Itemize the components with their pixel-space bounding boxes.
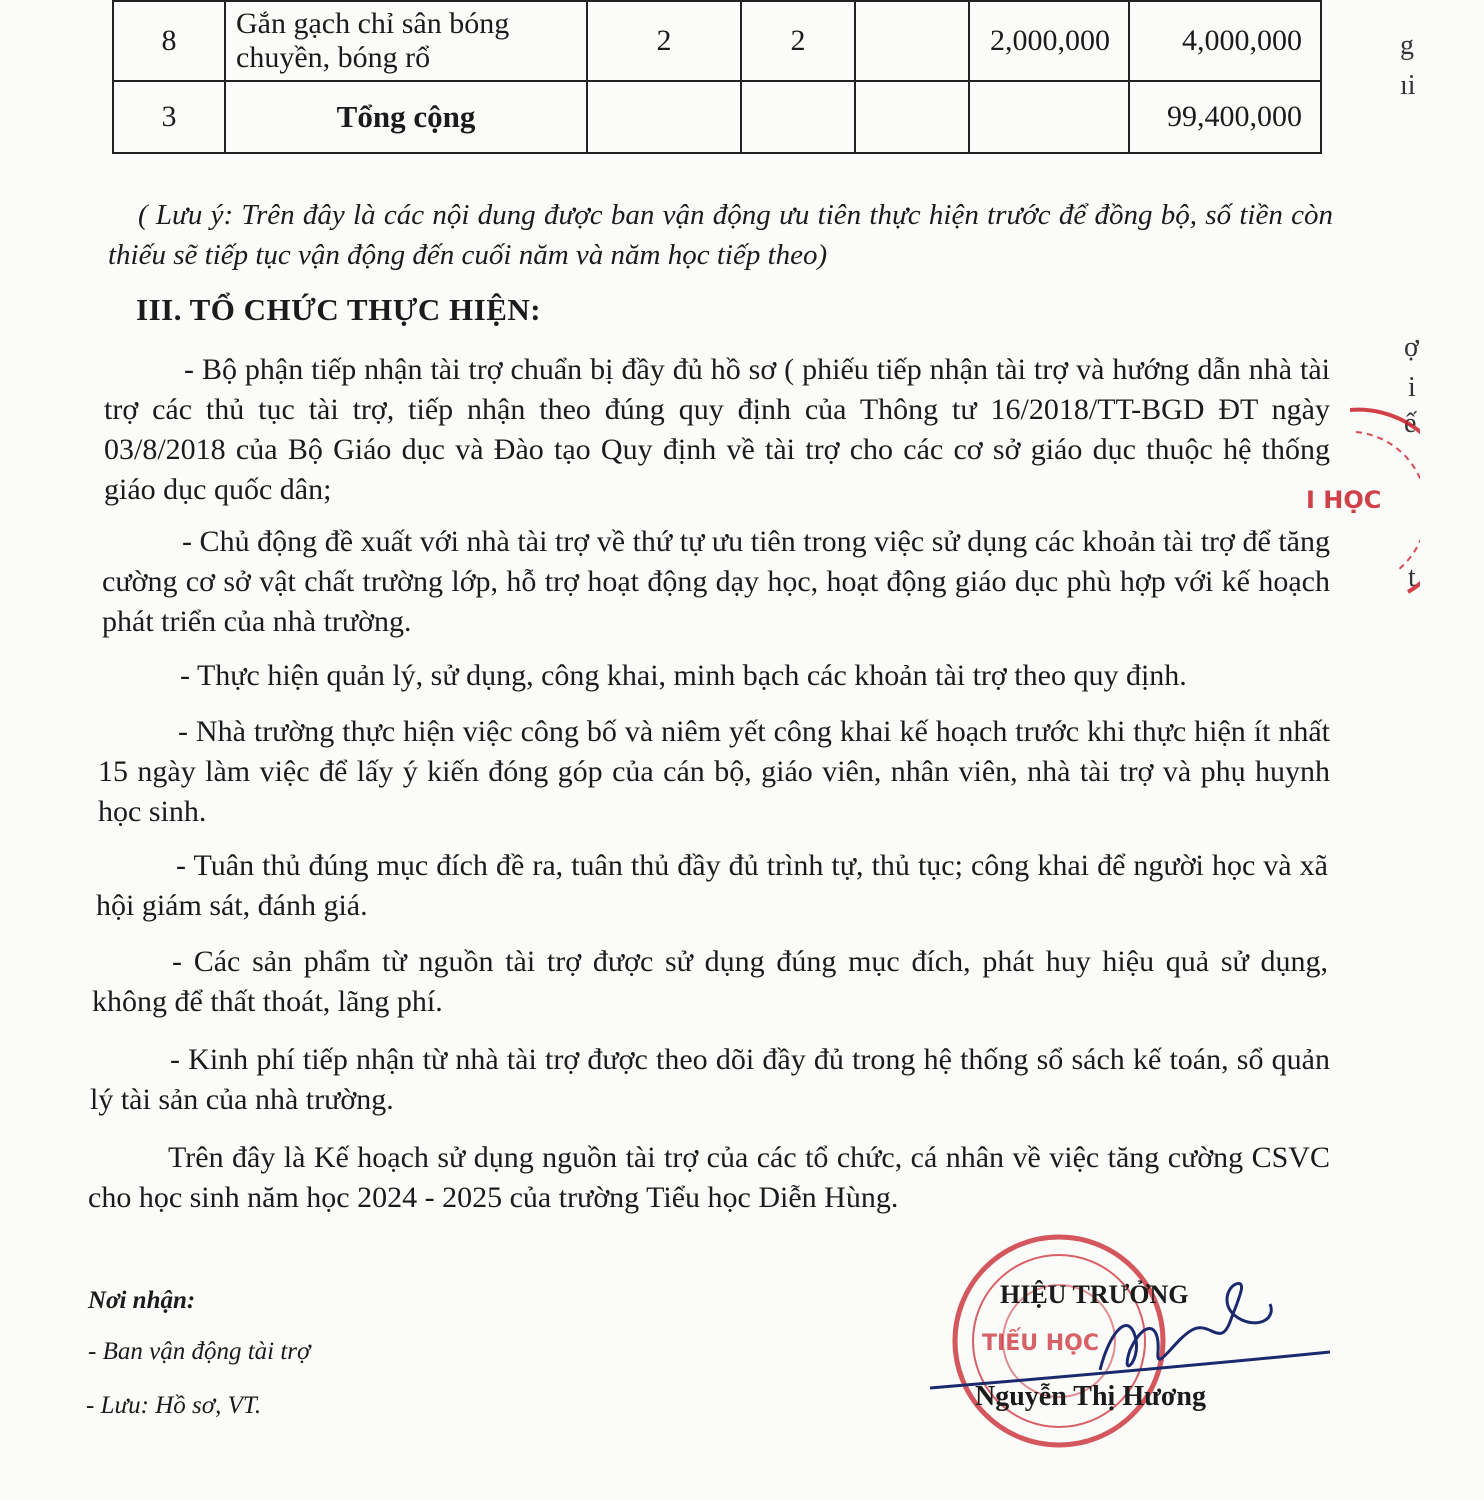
- stamp-fragment-text: I HỌC: [1306, 486, 1382, 514]
- empty-cell: [855, 81, 969, 153]
- paragraph: - Tuân thủ đúng mục đích đề ra, tuân thủ đầy đủ trình tự, thủ tục; công khai để người học và xã hội giám sát, đánh giá.: [96, 849, 1328, 922]
- margin-fragment: g: [1400, 30, 1414, 61]
- signer-name: Nguyễn Thị Hương: [975, 1381, 1206, 1412]
- quantity-cell: 2: [587, 1, 741, 81]
- margin-fragment: ıi: [1400, 70, 1416, 101]
- signature-title: HIỆU TRƯỞNG: [1000, 1280, 1189, 1309]
- recipient-item: - Lưu: Hồ sơ, VT.: [86, 1392, 262, 1419]
- stamp-center-text: TIỂU HỌC: [982, 1331, 1100, 1356]
- paragraph: - Kinh phí tiếp nhận từ nhà tài trợ được theo dõi đầy đủ trong hệ thống sổ sách kế toán, sổ quản lý tài sản của nhà trường.: [90, 1043, 1330, 1116]
- note-text: ( Lưu ý: Trên đây là các nội dung được ban vận động ưu tiên thực hiện trước để đồng bộ, số tiền còn thiếu sẽ tiếp tục vận động đến cuối năm và năm học tiếp theo): [108, 199, 1333, 271]
- stt-cell: 8: [113, 1, 225, 81]
- section-heading: III. TỔ CHỨC THỰC HIỆN:: [136, 292, 542, 327]
- paragraph: - Bộ phận tiếp nhận tài trợ chuẩn bị đầy đủ hồ sơ ( phiếu tiếp nhận tài trợ và hướng dẫn nhà tài trợ các thủ tục tài trợ, tiếp nhận theo đúng quy định của Thông tư 16/2018/TT-BGD ĐT ngày 03/8/2018 của Bộ Giáo dục và Đào tạo Quy định về tài trợ cho các cơ sở giáo dục thuộc hệ thống giáo dục quốc dân;: [104, 353, 1330, 506]
- stt-cell: 3: [113, 81, 225, 153]
- margin-fragment: ế: [1404, 408, 1417, 439]
- amount-cell: 4,000,000: [1129, 1, 1321, 81]
- margin-fragment: t: [1408, 562, 1416, 593]
- recipients-title: Nơi nhận:: [88, 1287, 196, 1314]
- table-row: [113, 1, 1321, 81]
- empty-cell: [741, 81, 855, 153]
- total-amount-cell: 99,400,000: [1129, 81, 1321, 153]
- paragraph: - Nhà trường thực hiện việc công bố và niêm yết công khai kế hoạch trước khi thực hiện ít nhất 15 ngày làm việc để lấy ý kiến đóng góp của cán bộ, giáo viên, nhân viên, nhà tài trợ và phụ huynh học sinh.: [98, 715, 1330, 828]
- total-label-cell: Tổng cộng: [225, 81, 587, 153]
- empty-cell: [969, 81, 1129, 153]
- recipient-item: - Ban vận động tài trợ: [88, 1338, 311, 1365]
- empty-cell: [855, 1, 969, 81]
- table-row-total: [113, 81, 1321, 153]
- empty-cell: [587, 81, 741, 153]
- paragraph: - Chủ động đề xuất với nhà tài trợ về thứ tự ưu tiên trong việc sử dụng các khoản tài trợ để tăng cường cơ sở vật chất trường lớp, hỗ trợ hoạt động dạy học, hoạt động giáo dục phù hợp với kế hoạch phát triển của nhà trường.: [102, 525, 1330, 638]
- margin-fragment: ợ: [1404, 332, 1419, 363]
- margin-fragment: i: [1408, 372, 1416, 403]
- partial-stamp-seal: [1290, 392, 1420, 612]
- paragraph: - Thực hiện quản lý, sử dụng, công khai, minh bạch các khoản tài trợ theo quy định.: [180, 659, 1187, 692]
- items-table: [112, 0, 1322, 154]
- paragraph: - Các sản phẩm từ nguồn tài trợ được sử dụng đúng mục đích, phát huy hiệu quả sử dụng, không để thất thoát, lãng phí.: [92, 945, 1328, 1018]
- unit-price-cell: 2,000,000: [969, 1, 1129, 81]
- quantity-cell: 2: [741, 1, 855, 81]
- item-name-cell: Gắn gạch chỉ sân bóng chuyền, bóng rổ: [225, 1, 587, 81]
- closing-paragraph: Trên đây là Kế hoạch sử dụng nguồn tài trợ của các tổ chức, cá nhân về việc tăng cường CSVC cho học sinh năm học 2024 - 2025 của trường Tiểu học Diễn Hùng.: [88, 1141, 1330, 1214]
